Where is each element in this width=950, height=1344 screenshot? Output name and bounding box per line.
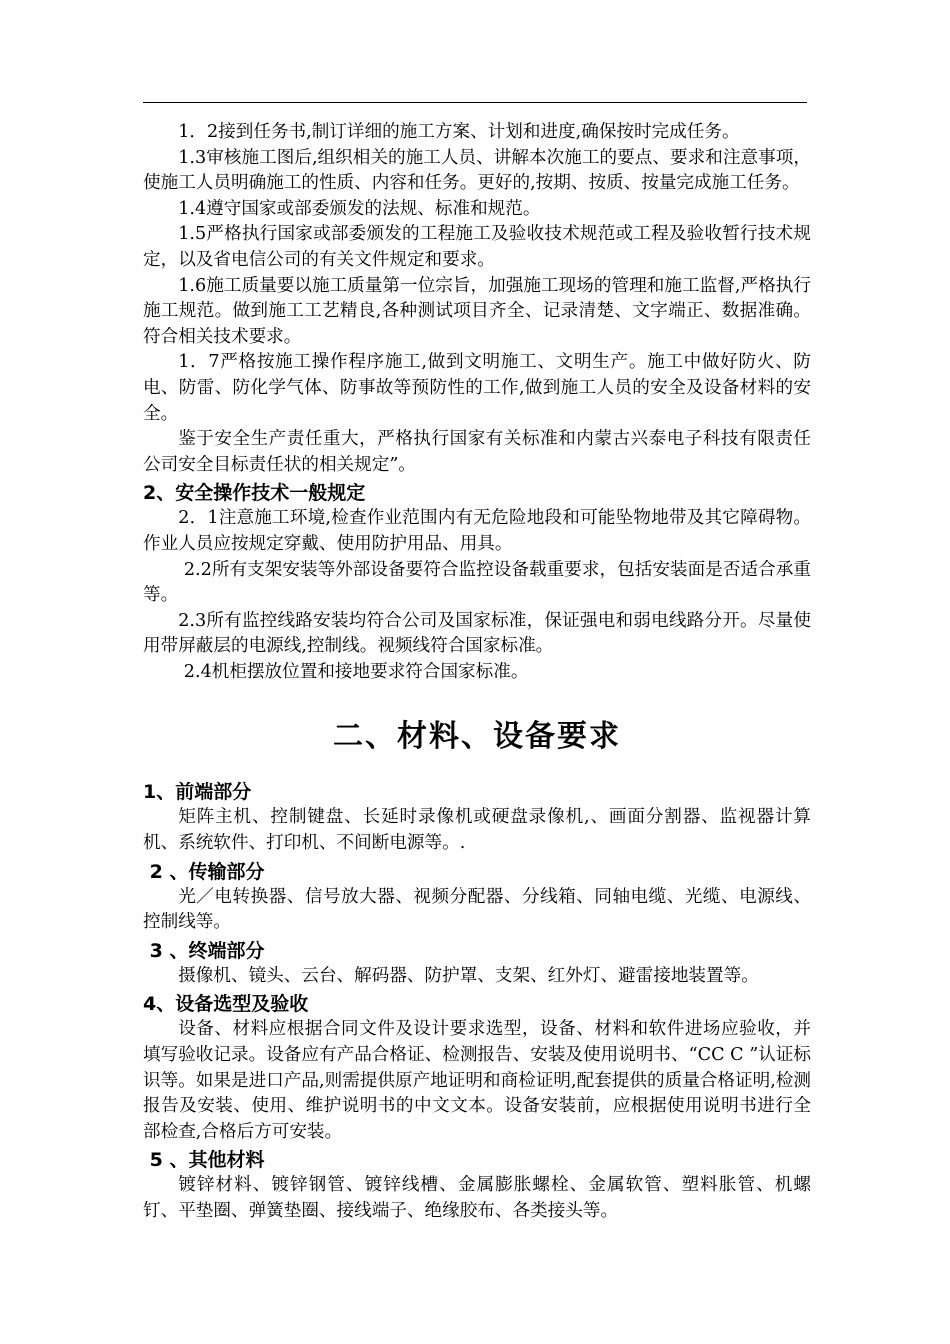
section-heading-other: 5 、其他材料 [143, 1149, 265, 1172]
section-heading-transmission: 2 、传输部分 [143, 860, 265, 883]
header-rule [143, 102, 807, 103]
paragraph-selection: 设备、材料应根据合同文件及设计要求选型，设备、材料和软件进场应验收，并填写验收记录。设备应有产品合格证、检测报告、安装及使用说明书、“CC C ”认证标识等。如果是进口产品,则需提供原产地证明和商检证明,配套提供的质量合格证明,检测报告及安装、使用、维护说明书的中文文本。设备安装前，应根据使用说明书进行全部检查,合格后方可安装。 [143, 1019, 811, 1142]
paragraph-other: 镀锌材料、镀锌钢管、镀锌线槽、金属膨胀螺栓、金属软管、塑料胀管、机螺钉、平垫圈、弹簧垫圈、接线端子、绝缘胶布、各类接头等。 [143, 1175, 811, 1221]
section-heading-frontend: 1、前端部分 [143, 781, 252, 804]
section-heading-terminal: 3 、终端部分 [143, 939, 265, 962]
paragraph-2-2: 2.2所有支架安装等外部设备要符合监控设备载重要求，包括安装面是否适合承重等。 [143, 559, 812, 606]
paragraph-1-2: 1．2接到任务书,制订详细的施工方案、计划和进度,确保按时完成任务。 [178, 122, 740, 142]
paragraph-2-3: 2.3所有监控线路安装均符合公司及国家标准，保证强电和弱电线路分开。尽量使用带屏蔽层的电源线,控制线。视频线符合国家标准。 [143, 610, 811, 657]
paragraph-2-1: 2．1注意施工环境,检查作业范围内有无危险地段和可能坠物地带及其它障碍物。作业人员应按规定穿戴、使用防护用品、用具。 [143, 508, 811, 554]
paragraph-1-4: 1.4遵守国家或部委颁发的法规、标准和规范。 [178, 198, 541, 219]
paragraph-2-4: 2.4机柜摆放位置和接地要求符合国家标准。 [178, 661, 529, 682]
paragraph-1-5: 1.5严格执行国家或部委颁发的工程施工及验收技术规范或工程及验收暂行技术规定，以及省电信公司的有关文件规定和要求。 [143, 224, 811, 270]
paragraph-frontend: 矩阵主机、控制键盘、长延时录像机或硬盘录像机,、画面分割器、监视器计算机、系统软件、打印机、不间断电源等。. [143, 807, 811, 854]
paragraph-safety-note: 鉴于安全生产责任重大，严格执行国家有关标准和内蒙古兴泰电子科技有限责任公司安全目标责任状的相关规定”。 [143, 429, 811, 475]
paragraph-terminal: 摄像机、镜头、云台、解码器、防护罩、支架、红外灯、避雷接地装置等。 [178, 965, 759, 986]
document-body [143, 120, 811, 1225]
paragraph-1-7: 1．7严格按施工操作程序施工,做到文明施工、文明生产。施工中做好防火、防电、防雷、防化学气体、防事故等预防性的工作,做到施工人员的安全及设备材料的安全。 [143, 352, 811, 424]
paragraph-transmission: 光／电转换器、信号放大器、视频分配器、分线箱、同轴电缆、光缆、电源线、控制线等。 [143, 886, 811, 933]
section-heading-safety: 2、安全操作技术一般规定 [143, 482, 366, 505]
chapter-title: 二、材料、设备要求 [333, 719, 621, 755]
paragraph-1-6: 1.6施工质量要以施工质量第一位宗旨，加强施工现场的管理和施工监督,严格执行施工规范。做到施工工艺精良,各种测试项目齐全、记录清楚、文字端正、数据准确。符合相关技术要求。 [143, 275, 811, 347]
section-heading-selection: 4、设备选型及验收 [143, 993, 309, 1016]
paragraph-1-3: 1.3审核施工图后,组织相关的施工人员、讲解本次施工的要点、要求和注意事项，使施工人员明确施工的性质、内容和任务。更好的,按期、按质、按量完成施工任务。 [143, 147, 811, 194]
